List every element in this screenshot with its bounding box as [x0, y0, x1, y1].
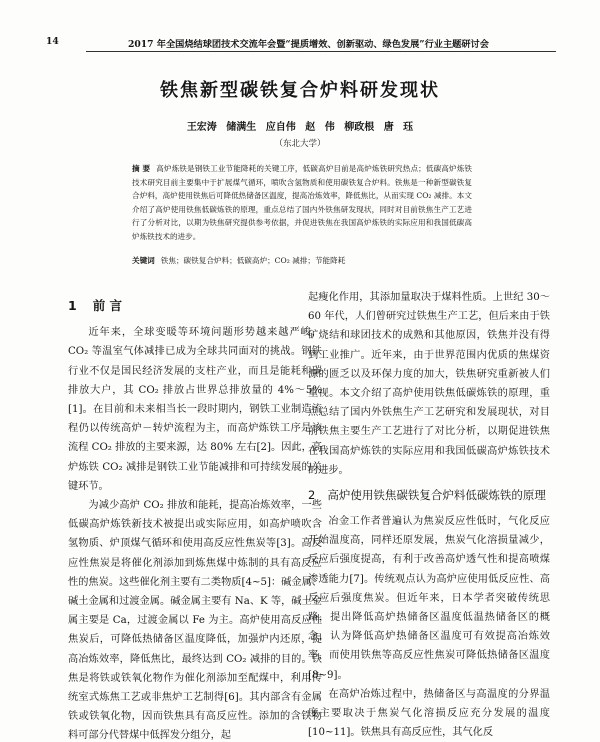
abstract-text: 高炉炼铁是钢铁工业节能降耗的关键工序，低碳高炉目前是高炉炼铁研究热点；低碳高炉炼铁技术研究目前主要集中于扩展煤气循环，喷吹含氢物质和使用碳铁复合炉料。铁焦是一种新型碳铁复合炉料，高炉使用铁焦后可降低热储备区温度，提高冶炼效率，降低焦比，从而实现 CO₂ 减排。本文介绍了高炉使用铁焦低碳炼铁的原理，重点总结了国内外铁焦研发现状，同时对目前铁焦生产工艺进行了分析对比，以期为铁焦研究提供参考依据，并促进铁焦在我国高炉炼铁的实际应用和我国低碳高炉炼铁技术的进步。 — [132, 164, 472, 241]
abstract-label: 摘 要 — [132, 164, 151, 173]
page-number: 14 — [46, 36, 59, 47]
body-paragraph: 冶金工作者普遍认为焦炭反应性低时，气化反应开始温度高，同样还原发展，焦炭气化溶损量减少，反应后强度提高，有利于改善高炉透气性和提高喷煤渗透能力[7]。传统观点认为高炉应使用低反应性、高反应后强度焦炭。但近年来，日本学者突破传统思路，提出降低高炉热储备区温度低温热储备区的概念，认为降低高炉热储备区温度可有效提高冶炼效率，而使用铁焦等高反应性焦炭可降低热储备区温度[8~9]。 — [308, 516, 550, 681]
running-header — [46, 36, 556, 52]
section-heading-1 — [68, 296, 322, 315]
section-title: 前 言 — [92, 298, 123, 313]
paper-title: 铁焦新型碳铁复合炉料研发现状 — [160, 80, 440, 101]
body-paragraph: 近年来，全球变暖等环境问题形势越来越严峻，CO₂ 等温室气体减排已成为全球共同面对的挑战。钢铁行业不仅是国民经济发展的支柱产业，而且是能耗和碳排放大户，其 CO₂ 排放占世界总排放量的 4%～5%[1]。在目前和未来相当长一段时期内，钢铁工业制造流程仍以传统高炉－转炉流程为主，而高炉炼铁工序是该流程 CO₂ 排放的主要来源，达 80% 左右[2]。因此，高炉炼铁 CO₂ 减排是钢铁工业节能减排和可持续发展的关键环节。 — [68, 327, 322, 492]
section-number: 2 — [308, 488, 316, 503]
author-list: 王宏涛 储满生 应自伟 赵 伟 柳政根 唐 珏 — [186, 122, 414, 133]
body-paragraph: 起瘦化作用，其添加量取决于煤料性质。上世纪 30～60 年代，人们曾研究过铁焦生产工艺，但后来由于铁矿烧结和球团技术的成熟和其他原因，铁焦并没有得到工业推广。近年来，由于世界范围内优质的焦煤资源的匮乏以及环保力度的加大，铁焦研究重新被人们重视。本文介绍了高炉使用铁焦低碳炼铁的原理，重点总结了国内外铁焦生产工艺研究和发展现状，对目前铁焦主要生产工艺进行了对比分析，以期促进铁焦在我国高炉炼铁的实际应用和我国低碳高炉炼铁技术的进步。 — [308, 292, 550, 476]
header-rule — [86, 51, 556, 52]
section-number: 1 — [68, 298, 77, 313]
section-title: 高炉使用铁焦碳铁复合炉料低碳炼铁的原理 — [327, 488, 546, 503]
section-heading-2 — [308, 486, 550, 504]
left-column — [68, 290, 322, 742]
affiliation: （东北大学） — [274, 139, 326, 149]
abstract — [132, 162, 472, 244]
keywords-text: 铁焦；碳铁复合炉料；低碳高炉；CO₂ 减排；节能降耗 — [160, 256, 346, 265]
running-title: 2017 年全国烧结球团技术交流年会暨“提质增效、创新驱动、绿色发展”行业主题研讨会 — [128, 39, 489, 50]
keywords — [132, 254, 472, 267]
body-paragraph: 在高炉冶炼过程中，热储备区与高温度的分界温度主要取决于焦炭气化溶损反应充分发展的温度[10~11]。铁焦具有高反应性，其气化反 — [308, 688, 550, 739]
body-paragraph: 为减少高炉 CO₂ 排放和能耗，提高冶炼效率，一些低碳高炉炼铁新技术被提出或实际应用，如高炉喷吹含氢物质、炉顶煤气循环和使用高反应性焦炭等[3]。高反应性焦炭是将催化剂添加到炼焦煤中炼制的具有高反应性的焦炭。这些催化剂主要有二类物质[4~5]：碱金属、碱土金属和过渡金属。碱金属主要有 Na、K 等，碱土金属主要是 Ca，过渡金属以 Fe 为主。高炉使用高反应性焦炭后，可降低热储备区温度降低，加强炉内还原，提高冶炼效率，降低焦比，最终达到 CO₂ 减排的目的。铁焦是将铁或铁氧化物作为催化剂添加至配煤中，利用传统室式炼焦工艺或非焦炉工艺制得[6]。其内部含有金属铁或铁氧化物，因而铁焦具有高反应性。添加的含铁物料可部分代替煤中低挥发分组分，起 — [68, 500, 322, 742]
right-column — [308, 288, 550, 742]
keywords-label: 关键词 — [132, 256, 155, 265]
